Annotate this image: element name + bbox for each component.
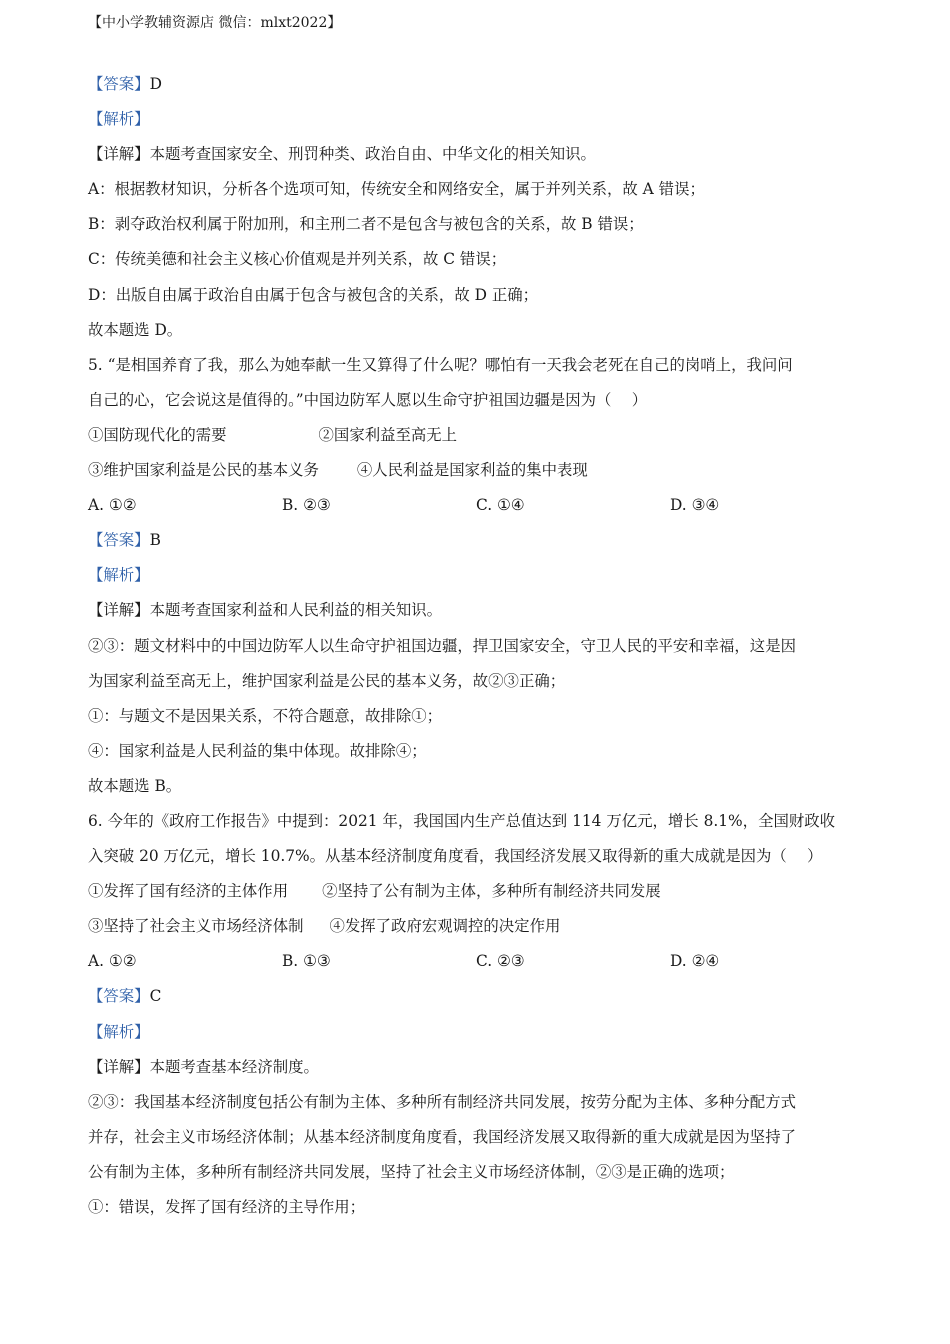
q5-analysis-tag: 【解析】 [88, 566, 150, 585]
detail-tag: 【详解】 [88, 601, 150, 620]
q5-detail-line [88, 593, 864, 628]
detail-tag: 【详解】 [88, 1057, 150, 1076]
answer-tag: 【答案】 [88, 531, 150, 550]
q6-detail-4: ①：错误，发挥了国有经济的主导作用； [88, 1198, 366, 1216]
q6-answer-line [88, 979, 864, 1014]
page-header: 【中小学教辅资源店 微信：mlxt2022】 [88, 15, 342, 31]
q5-answer-line [88, 523, 864, 558]
q5-options-row-1 [88, 418, 864, 453]
q4-detail-line [88, 137, 864, 172]
q4-analysis-tag: 【解析】 [88, 110, 150, 129]
q5-answer: B [149, 531, 161, 550]
q6-option-2: ②坚持了公有制为主体，多种所有制经济共同发展 [322, 882, 661, 901]
q4-answer-line [88, 67, 864, 102]
q5-option-1: ①国防现代化的需要 [88, 425, 227, 444]
detail-tag: 【详解】 [88, 145, 150, 164]
document-body [88, 67, 864, 1225]
q6-option-4: ④发挥了政府宏观调控的决定作用 [329, 917, 561, 936]
q6-choice-d: D. ②④ [670, 952, 720, 971]
q6-detail-1: ②③：我国基本经济制度包括公有制为主体、多种所有制经济共同发展，按劳分配为主体、多种分配方式 [88, 1092, 796, 1111]
q5-options-row-2 [88, 453, 864, 488]
q6-option-1: ①发挥了国有经济的主体作用 [88, 882, 289, 901]
answer-tag: 【答案】 [88, 987, 150, 1006]
q5-option-3: ③维护国家利益是公民的基本义务 [88, 461, 319, 480]
q6-options-row-1 [88, 874, 864, 909]
q5-detail-4: ④：国家利益是人民利益的集中体现。故排除④； [88, 741, 427, 760]
q6-detail-2: 并存，社会主义市场经济体制；从基本经济制度角度看，我国经济发展又取得新的重大成就是因为坚持了 [88, 1127, 796, 1146]
q5-choice-b: B. ②③ [282, 496, 331, 515]
q5-detail-3: ①：与题文不是因果关系，不符合题意，故排除①； [88, 706, 442, 725]
q5-option-2: ②国家利益至高无上 [318, 425, 458, 444]
q4-conclusion: 故本题选 D。 [88, 320, 183, 339]
q6-choice-b: B. ①③ [282, 952, 331, 971]
q5-detail-2: 为国家利益至高无上，维护国家利益是公民的基本义务，故②③正确； [88, 671, 566, 690]
q4-detail-b: B：剥夺政治权利属于附加刑，和主刑二者不是包含与被包含的关系，故 B 错误； [88, 215, 644, 234]
q6-stem-line-2: 入突破 20 万亿元，增长 10.7%。从基本经济制度角度看，我国经济发展又取得新的重大成就是因为（ ） [88, 847, 823, 866]
q4-answer: D [149, 75, 162, 93]
q6-choice-c: C. ②③ [476, 952, 525, 971]
q5-stem-line-2: 自己的心，它会说这是值得的。”中国边防军人愿以生命守护祖国边疆是因为（ ） [88, 390, 648, 409]
q5-conclusion: 故本题选 B。 [88, 776, 182, 795]
q6-options-row-2 [88, 909, 864, 944]
q6-stem-line-1: 6. 今年的《政府工作报告》中提到：2021 年，我国国内生产总值达到 114 万亿元，增长 8.1%，全国财政收 [88, 811, 836, 830]
answer-tag: 【答案】 [88, 75, 150, 93]
q6-detail-3: 公有制为主体，多种所有制经济共同发展，坚持了社会主义市场经济体制，②③是正确的选项； [88, 1162, 735, 1181]
q6-analysis-tag: 【解析】 [88, 1022, 150, 1041]
q6-option-3: ③坚持了社会主义市场经济体制 [88, 917, 304, 936]
q6-detail-intro: 本题考查基本经济制度。 [149, 1057, 319, 1076]
q4-detail-intro: 本题考查国家安全、刑罚种类、政治自由、中华文化的相关知识。 [149, 145, 596, 164]
q6-answer: C [149, 987, 162, 1006]
q5-choice-c: C. ①④ [476, 496, 525, 515]
q5-detail-1: ②③：题文材料中的中国边防军人以生命守护祖国边疆，捍卫国家安全，守卫人民的平安和幸福，这是因 [88, 636, 796, 655]
q5-choice-d: D. ③④ [670, 496, 720, 515]
q5-option-4: ④人民利益是国家利益的集中表现 [356, 461, 588, 480]
q5-choices [88, 488, 864, 523]
q4-detail-d: D：出版自由属于政治自由属于包含与被包含的关系，故 D 正确； [88, 285, 539, 304]
q4-detail-a: A：根据教材知识，分析各个选项可知，传统安全和网络安全，属于并列关系，故 A 错误； [88, 180, 705, 199]
q5-detail-intro: 本题考查国家利益和人民利益的相关知识。 [149, 601, 443, 620]
q6-choices [88, 944, 864, 979]
q6-detail-line [88, 1050, 864, 1085]
q4-detail-c: C：传统美德和社会主义核心价值观是并列关系，故 C 错误； [88, 250, 507, 269]
q5-choice-a: A. ①② [88, 496, 137, 515]
q5-stem-line-1: 5. “是相国养育了我，那么为她奉献一生又算得了什么呢？哪怕有一天我会老死在自己的岗哨上，我问问 [88, 355, 793, 374]
q6-choice-a: A. ①② [88, 952, 137, 971]
